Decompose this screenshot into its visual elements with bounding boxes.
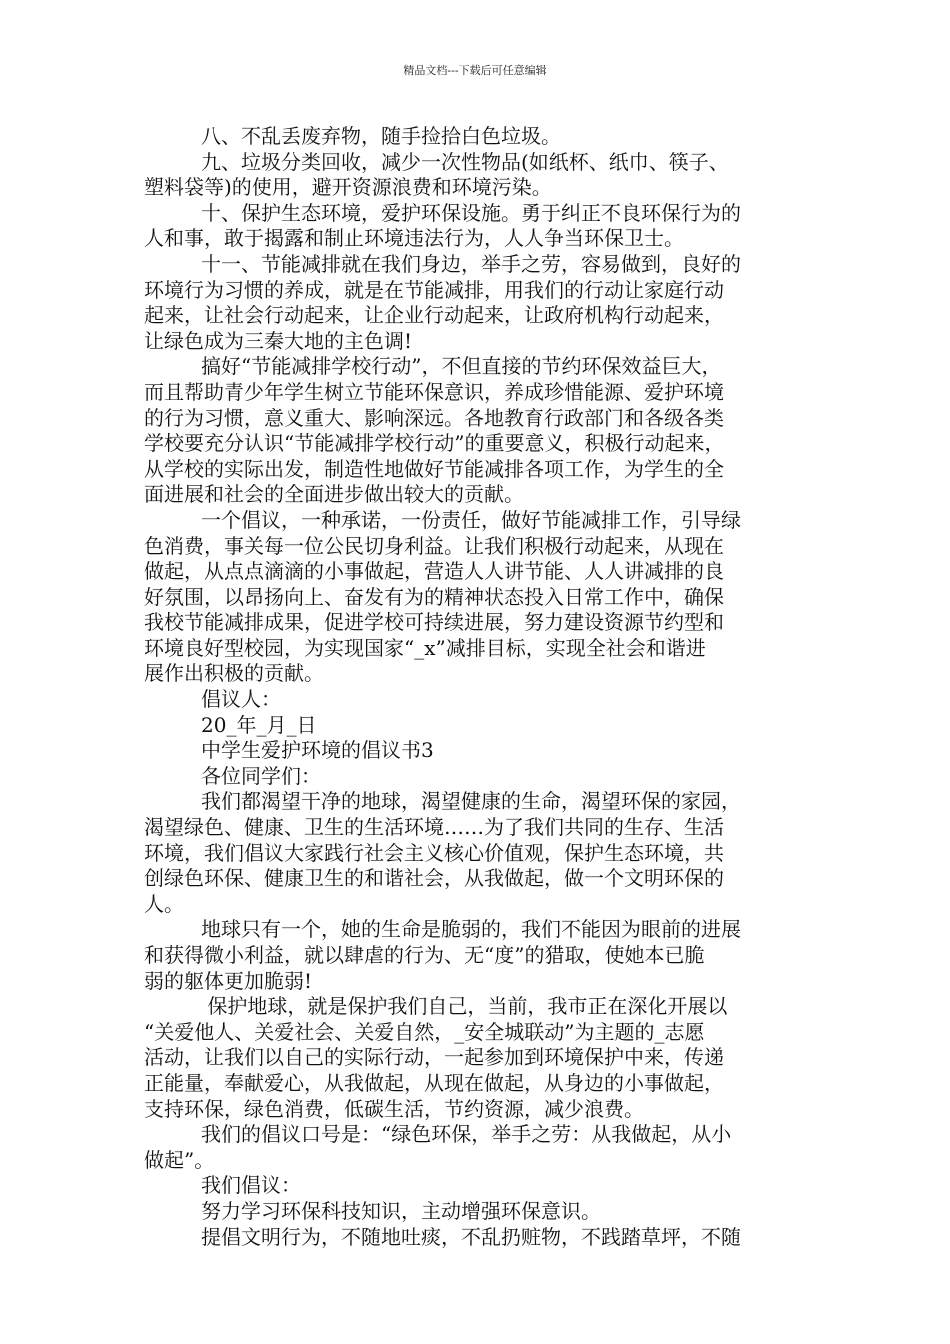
text-line: 创绿色环保、健康卫生的和谐社会，从我做起，做一个文明环保的 [144,866,724,891]
text-line: 努力学习环保科技知识，主动增强环保意识。 [201,1198,601,1223]
document-body [144,124,808,1250]
text-line: 起来，让社会行动起来，让企业行动起来，让政府机构行动起来， [144,303,724,328]
text-line: 八、不乱丢废弃物，随手捡拾白色垃圾。 [201,124,561,148]
text-line: 而且帮助青少年学生树立节能环保意识，养成珍惜能源、爱护环境 [144,379,724,404]
text-line: 九、垃圾分类回收，减少一次性物品(如纸杯、纸巾、筷子、 [201,149,729,174]
text-line: 展作出积极的贡献。 [144,661,324,686]
text-line: 我们都渴望干净的地球，渴望健康的生命，渴望环保的家园， [201,789,741,814]
text-line: 面进展和社会的全面进步做出较大的贡献。 [144,482,524,507]
text-line: 环境行为习惯的养成，就是在节能减排，用我们的行动让家庭行动 [144,277,724,302]
text-line: 十、保护生态环境，爱护环保设施。勇于纠正不良环保行为的 [201,200,741,225]
text-line: 我校节能减排成果，促进学校可持续进展，努力建设资源节约型和 [144,610,724,635]
text-line: 倡议人： [201,687,281,712]
text-line: 环境，我们倡议大家践行社会主义核心价值观，保护生态环境，共 [144,840,724,865]
text-line: 保护地球，就是保护我们自己，当前，我市正在深化开展以 [201,994,728,1019]
text-line: “关爱他人、关爱社会、关爱自然，_安全城联动”为主题的_志愿 [144,1019,705,1044]
page-header: 精品文档---下载后可任意编辑 [403,64,547,77]
text-line: 各位同学们： [201,763,321,788]
text-line: 弱的躯体更加脆弱! [144,968,313,993]
text-line: 色消费，事关每一位公民切身利益。让我们积极行动起来，从现在 [144,533,724,558]
text-line: 搞好“节能减排学校行动”，不但直接的节约环保效益巨大， [201,354,722,379]
text-line: 支持环保，绿色消费，低碳生活，节约资源，减少浪费。 [144,1096,644,1121]
text-line: 一个倡议，一种承诺，一份责任，做好节能减排工作，引导绿 [201,507,741,532]
text-line: 的行为习惯，意义重大、影响深远。各地教育行政部门和各级各类 [144,405,724,430]
text-line: 活动，让我们以自己的实际行动，一起参加到环境保护中来，传递 [144,1045,724,1070]
text-line: 做起”。 [144,1147,215,1172]
text-line: 我们的倡议口号是：“绿色环保，举手之劳：从我做起，从小 [201,1122,732,1147]
text-line: 20_年_月_日 [201,712,317,737]
text-line: 正能量，奉献爱心，从我做起，从现在做起，从身边的小事做起， [144,1070,724,1095]
text-line: 环境良好型校园，为实现国家“_x”减排目标，实现全社会和谐进 [144,635,706,660]
text-line: 十一、节能减排就在我们身边，举手之劳，容易做到，良好的 [201,251,741,276]
text-line: 中学生爱护环境的倡议书3 [201,738,434,763]
text-line: 我们倡议： [201,1173,301,1198]
text-line: 从学校的实际出发，制造性地做好节能减排各项工作，为学生的全 [144,456,724,481]
text-line: 做起，从点点滴滴的小事做起，营造人人讲节能、人人讲减排的良 [144,559,724,584]
text-line: 好氛围，以昂扬向上、奋发有为的精神状态投入日常工作中，确保 [144,584,724,609]
text-line: 地球只有一个，她的生命是脆弱的，我们不能因为眼前的进展 [201,917,741,942]
text-line: 渴望绿色、健康、卫生的生活环境……为了我们共同的生存、生活 [144,815,724,840]
text-line: 塑料袋等)的使用，避开资源浪费和环境污染。 [144,175,552,200]
text-line: 人。 [144,891,184,916]
text-line: 提倡文明行为，不随地吐痰，不乱扔赃物，不践踏草坪，不随 [201,1224,741,1249]
text-line: 和获得微小利益，就以肆虐的行为、无“度”的猎取，使她本已脆 [144,943,705,967]
text-line: 学校要充分认识“节能减排学校行动”的重要意义，积极行动起来， [144,431,725,456]
text-line: 人和事，敢于揭露和制止环境违法行为，人人争当环保卫士。 [144,226,684,251]
text-line: 让绿色成为三秦大地的主色调! [144,328,413,353]
